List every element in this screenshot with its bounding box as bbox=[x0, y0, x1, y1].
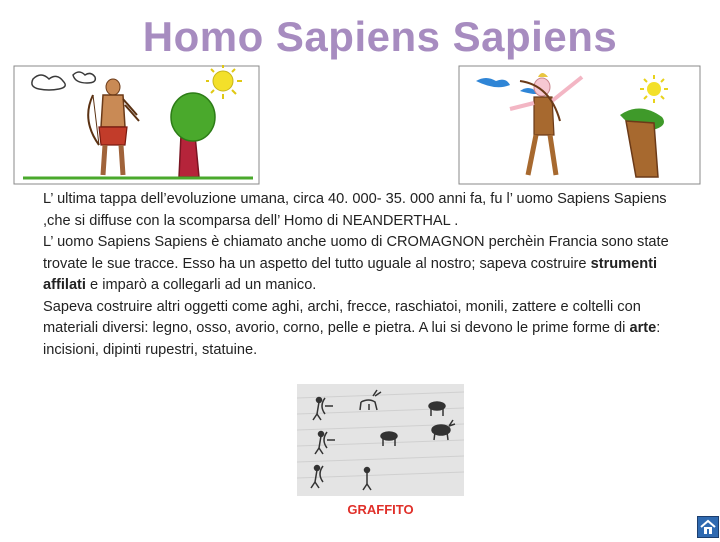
paragraph-cromagnon bbox=[43, 232, 688, 297]
graffito-image bbox=[297, 384, 464, 496]
paragraph-intro bbox=[43, 189, 688, 232]
page-title: Homo Sapiens Sapiens bbox=[142, 13, 618, 60]
paragraph-intro-text: L’ ultima tappa dell’evoluzione umana, circa 40. 000- 35. 000 anni fa, fu l’ uomo Sapiens Sapiens ,che si diffuse con la scomparsa dell’ Homo di NEANDERTHAL . bbox=[43, 191, 667, 229]
paragraph-cromagnon-text-1: L’ uomo Sapiens Sapiens è chiamato anche uomo di CROMAGNON perchèin Francia sono state trovate le sue tracce. Esso ha un aspetto del tutto uguale al nostro; sapeva costruire bbox=[43, 234, 669, 272]
body-text bbox=[43, 189, 688, 361]
paragraph-objects bbox=[43, 297, 688, 362]
archer-cliff-drawing bbox=[458, 65, 701, 185]
paragraph-objects-text-1: Sapeva costruire altri oggetti come aghi, archi, frecce, raschiatoi, monili, zattere e coltelli con materiali diversi: legno, osso, avorio, corno, pelle e pietra. A lui si devono le prime forme di bbox=[43, 298, 641, 336]
bold-art: arte bbox=[629, 320, 657, 336]
bold-tools: strumenti affilati bbox=[43, 255, 658, 293]
paragraph-cromagnon-text-2: e imparò a collegarli ad un manico. bbox=[85, 277, 317, 293]
paragraph-objects-text-2: : incisioni, dipinti rupestri, statuine. bbox=[43, 320, 661, 358]
hunter-tree-drawing bbox=[13, 65, 260, 185]
graffito-caption: GRAFFITO bbox=[347, 502, 414, 517]
home-button[interactable] bbox=[697, 516, 719, 538]
home-icon bbox=[698, 524, 718, 541]
